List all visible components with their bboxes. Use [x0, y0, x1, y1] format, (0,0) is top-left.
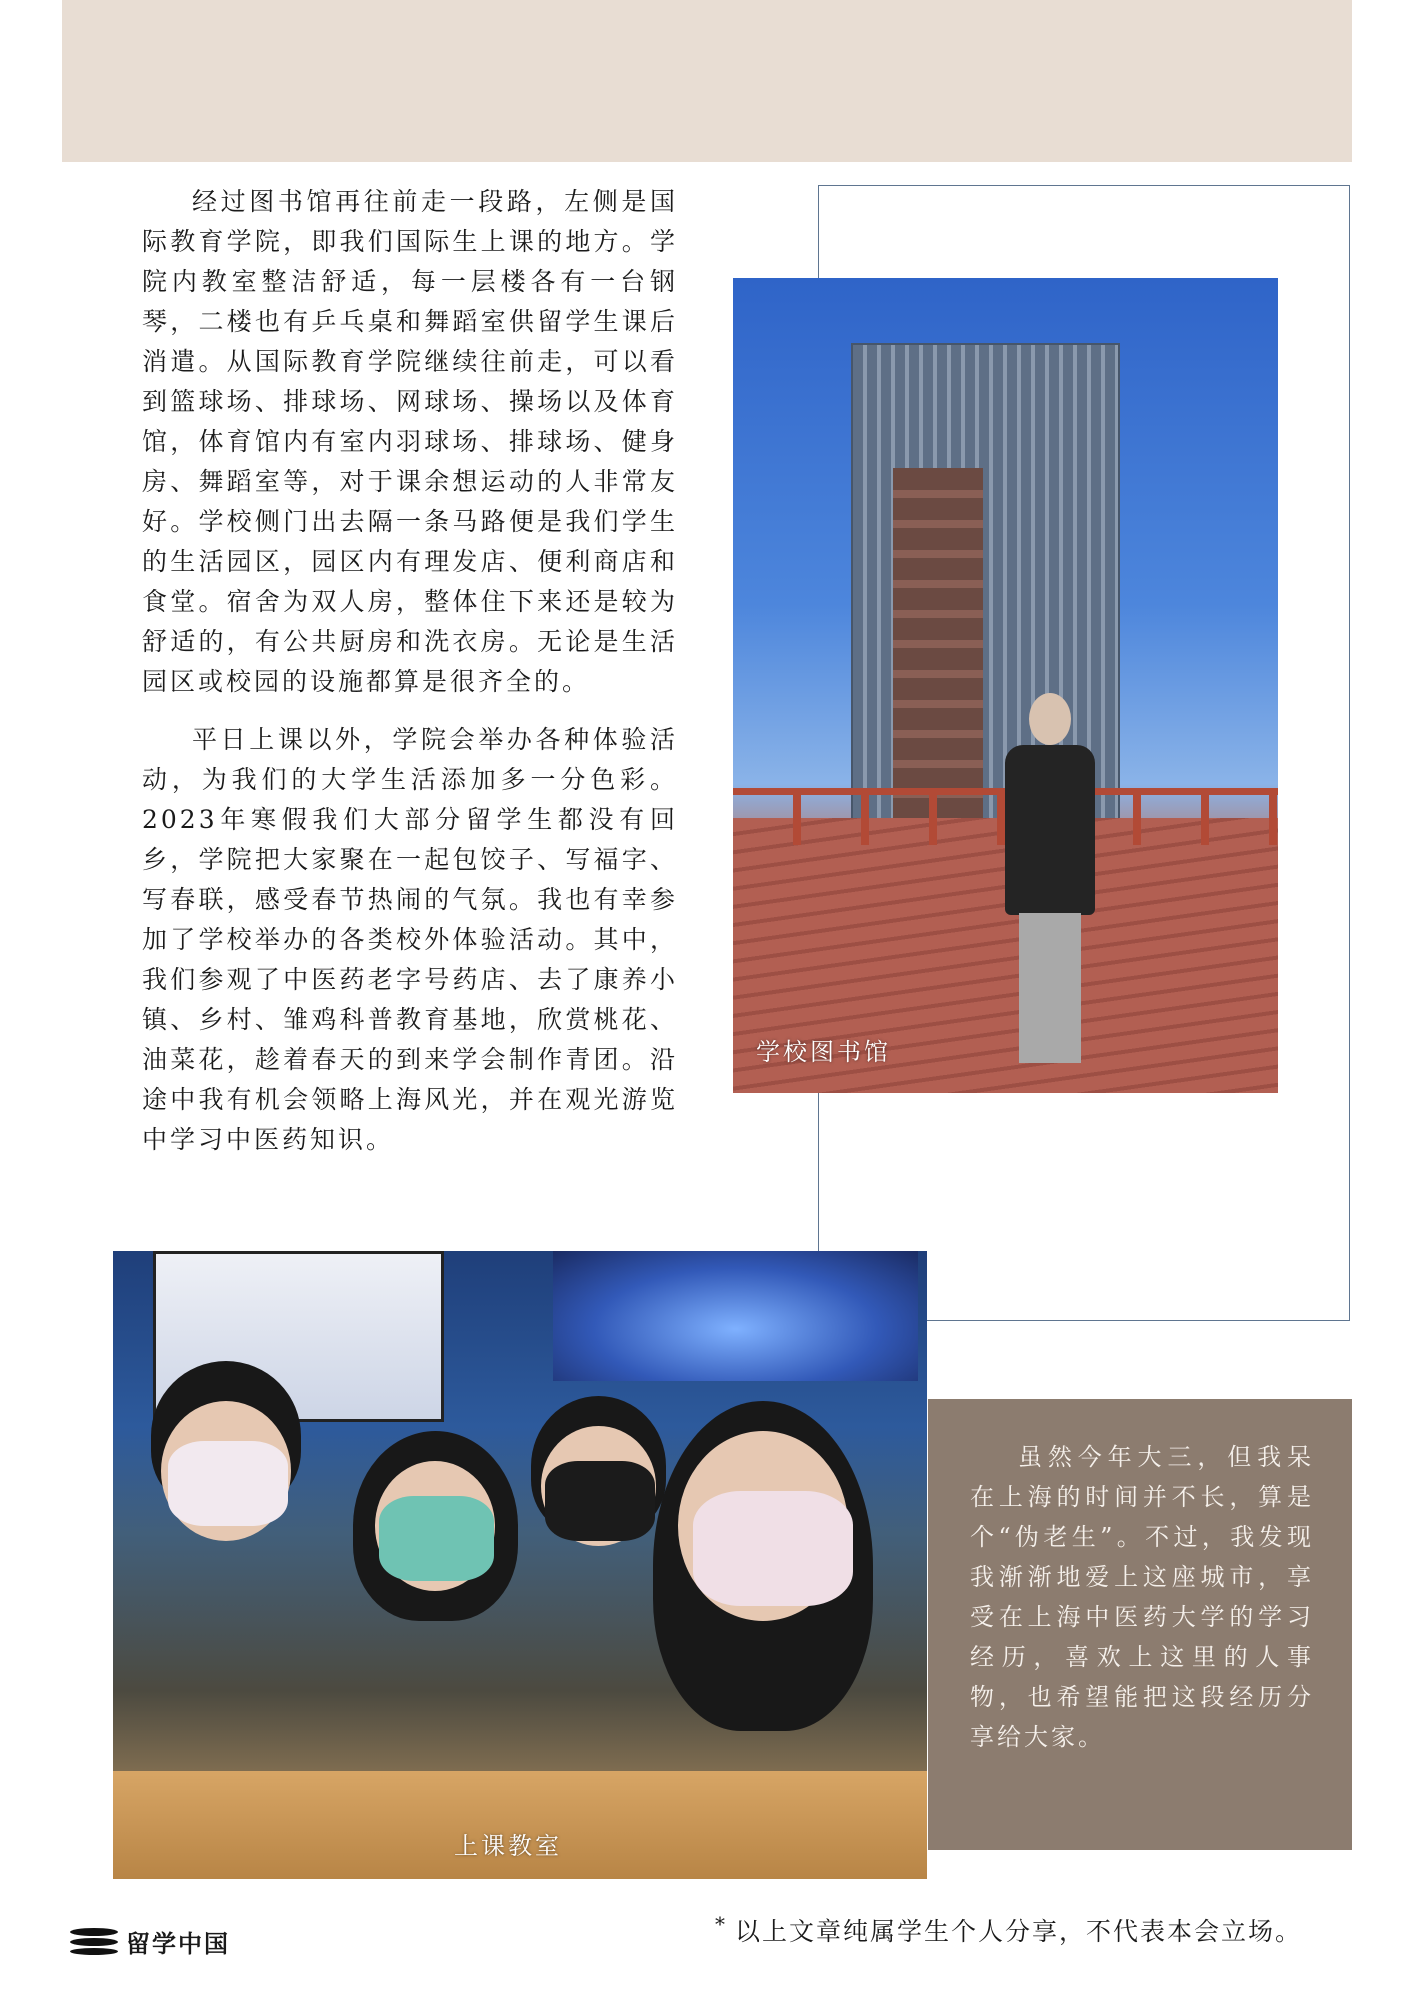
logo-icon [70, 1926, 118, 1956]
publication-logo [70, 1924, 230, 1958]
disclaimer-text: 以上文章纯属学生个人分享，不代表本会立场。 [735, 1917, 1303, 1946]
student-3-mask [545, 1461, 655, 1541]
classroom-photo-caption: 上课教室 [454, 1832, 562, 1860]
article-paragraph-2: 平日上课以外，学院会举办各种体验活动，为我们的大学生活添加多一分色彩。2023年寒假我们大部分留学生都没有回乡，学院把大家聚在一起包饺子、写福字、写春联，感受春节热闹的气氛。我也有幸参加了学校举办的各类校外体验活动。其中，我们参观了中医药老字号药店、去了康养小镇、乡村、雏鸡科普教育基地，欣赏桃花、油菜花，趁着春天的到来学会制作青团。沿途中我有机会领略上海风光，并在观光游览中学习中医药知识。 [142, 725, 678, 1154]
header-band [62, 0, 1352, 162]
student-figure [1005, 693, 1095, 1073]
classroom-table [113, 1771, 927, 1879]
article-paragraph-1: 经过图书馆再往前走一段路，左侧是国际教育学院，即我们国际生上课的地方。学院内教室整洁舒适，每一层楼各有一台钢琴，二楼也有乒乓桌和舞蹈室供留学生课后消遣。从国际教育学院继续往前走，可以看到篮球场、排球场、网球场、操场以及体育馆，体育馆内有室内羽球场、排球场、健身房、舞蹈室等，对于课余想运动的人非常友好。学校侧门出去隔一条马路便是我们学生的生活园区，园区内有理发店、便利商店和食堂。宿舍为双人房，整体住下来还是较为舒适的，有公共厨房和洗衣房。无论是生活园区或校园的设施都算是很齐全的。 [142, 187, 678, 696]
classroom-display [553, 1251, 918, 1381]
quote-text: 虽然今年大三，但我呆在上海的时间并不长，算是个“伪老生”。不过，我发现我渐渐地爱上这座城市，享受在上海中医药大学的学习经历，喜欢上这里的人事物，也希望能把这段经历分享给大家。 [970, 1443, 1314, 1751]
disclaimer [715, 1912, 1302, 1948]
quote-box [928, 1399, 1352, 1850]
student-coat [1005, 745, 1095, 915]
classroom-photo [113, 1251, 927, 1879]
disclaimer-mark: * [715, 1912, 727, 1936]
student-legs [1019, 913, 1081, 1063]
student-2-mask [379, 1496, 494, 1581]
student-1-mask [168, 1441, 288, 1526]
student-head [1029, 693, 1071, 745]
logo-text: 留学中国 [126, 1929, 230, 1958]
student-4-mask [693, 1491, 853, 1606]
library-photo [733, 278, 1278, 1093]
library-photo-caption: 学校图书馆 [756, 1038, 891, 1066]
article-body [142, 182, 678, 1178]
